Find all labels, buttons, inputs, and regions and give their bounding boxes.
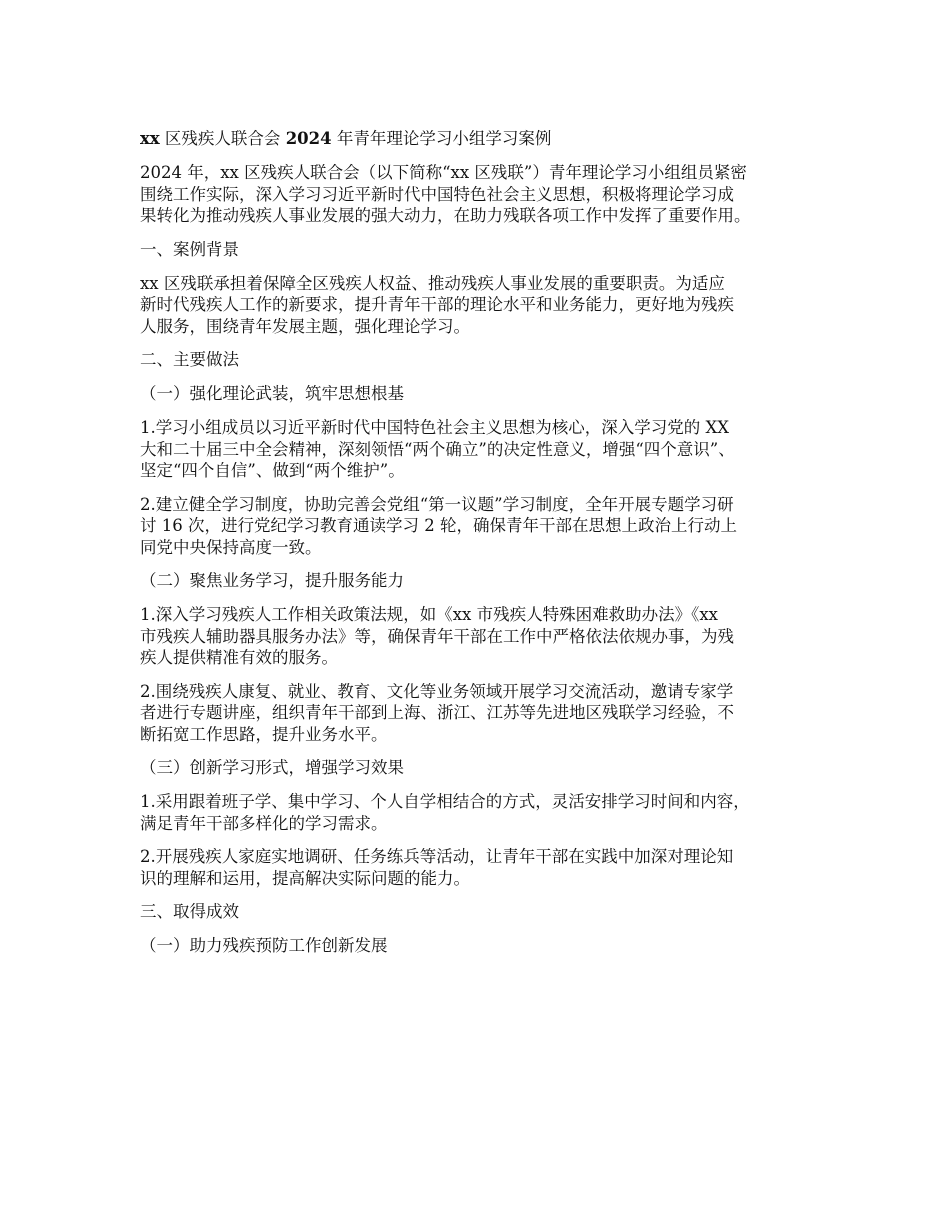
paragraph xyxy=(140,273,826,338)
paragraph-line: 果转化为推动残疾人事业发展的强大动力，在助力残联各项工作中发挥了重要作用。 xyxy=(140,206,751,225)
paragraph-line: 讨 16 次，进行党纪学习教育通读学习 2 轮，确保青年干部在思想上政治上行动上 xyxy=(140,516,737,535)
paragraph xyxy=(140,494,826,559)
title-text-2: 年青年理论学习小组学习案例 xyxy=(331,129,552,148)
section-heading: 一、案例背景 xyxy=(140,239,239,259)
section-heading: （一）强化理论武装，筑牢思想根基 xyxy=(140,384,404,403)
title-text-1: 区残疾人联合会 xyxy=(159,129,286,148)
paragraph xyxy=(140,417,826,482)
paragraph-line: 疾人提供精准有效的服务。 xyxy=(140,648,338,667)
paragraph-line: 1.采用跟着班子学、集中学习、个人自学相结合的方式，灵活安排学习时间和内容， xyxy=(140,792,750,811)
paragraph-line: 满足青年干部多样化的学习需求。 xyxy=(140,813,388,833)
section-heading: （三）创新学习形式，增强学习效果 xyxy=(140,758,404,777)
paragraph-line: 断拓宽工作思路，提升业务水平。 xyxy=(140,724,388,744)
document-title xyxy=(140,127,826,151)
paragraph-line: 2.建立健全学习制度，协助完善会党组“第一议题”学习制度，全年开展专题学习研 xyxy=(140,494,734,514)
paragraph-line: 人服务，围绕青年发展主题，强化理论学习。 xyxy=(140,316,470,336)
paragraph-line: 2024 年，xx 区残疾人联合会（以下简称“xx 区残联”）青年理论学习小组组员紧密 xyxy=(140,163,747,182)
title-prefix: xx xyxy=(140,129,160,148)
paragraph xyxy=(140,681,826,746)
paragraph-line: 1.学习小组成员以习近平新时代中国特色社会主义思想为核心，深入学习党的 XX xyxy=(140,418,729,437)
paragraph-line: 者进行专题讲座，组织青年干部到上海、浙江、江苏等先进地区残联学习经验，不 xyxy=(140,703,734,722)
paragraph-line: xx 区残联承担着保障全区残疾人权益、推动残疾人事业发展的重要职责。为适应 xyxy=(140,273,725,293)
paragraph xyxy=(140,604,826,669)
paragraph-line: 市残疾人辅助器具服务办法》等，确保青年干部在工作中严格依法依规办事，为残 xyxy=(140,626,734,646)
section-heading: 二、主要做法 xyxy=(140,350,239,369)
paragraph xyxy=(140,846,826,889)
paragraph-line: 新时代残疾人工作的新要求，提升青年干部的理论水平和业务能力，更好地为残疾 xyxy=(140,295,734,314)
paragraph-line: 2.围绕残疾人康复、就业、教育、文化等业务领域开展学习交流活动，邀请专家学 xyxy=(140,681,734,701)
document-page xyxy=(140,127,826,969)
paragraph-line: 识的理解和运用，提高解决实际问题的能力。 xyxy=(140,868,470,888)
paragraph-line: 同党中央保持高度一致。 xyxy=(140,537,322,557)
section-heading: （二）聚焦业务学习，提升服务能力 xyxy=(140,571,404,590)
paragraph-line: 大和二十届三中全会精神，深刻领悟“两个确立”的决定性意义，增强“四个意识”、 xyxy=(140,439,735,459)
paragraph-line: 坚定“四个自信”、做到“两个维护”。 xyxy=(140,461,405,480)
paragraph-line: 2.开展残疾人家庭实地调研、任务练兵等活动，让青年干部在实践中加深对理论知 xyxy=(140,847,734,866)
document-body xyxy=(140,162,826,957)
title-year: 2024 xyxy=(285,129,332,148)
paragraph-line: 围绕工作实际，深入学习习近平新时代中国特色社会主义思想，积极将理论学习成 xyxy=(140,184,734,204)
section-heading: （一）助力残疾预防工作创新发展 xyxy=(140,936,388,955)
section-heading: 三、取得成效 xyxy=(140,902,239,921)
paragraph xyxy=(140,791,826,834)
paragraph xyxy=(140,162,826,227)
paragraph-line: 1.深入学习残疾人工作相关政策法规，如《xx 市残疾人特殊困难救助办法》《xx xyxy=(140,605,718,624)
